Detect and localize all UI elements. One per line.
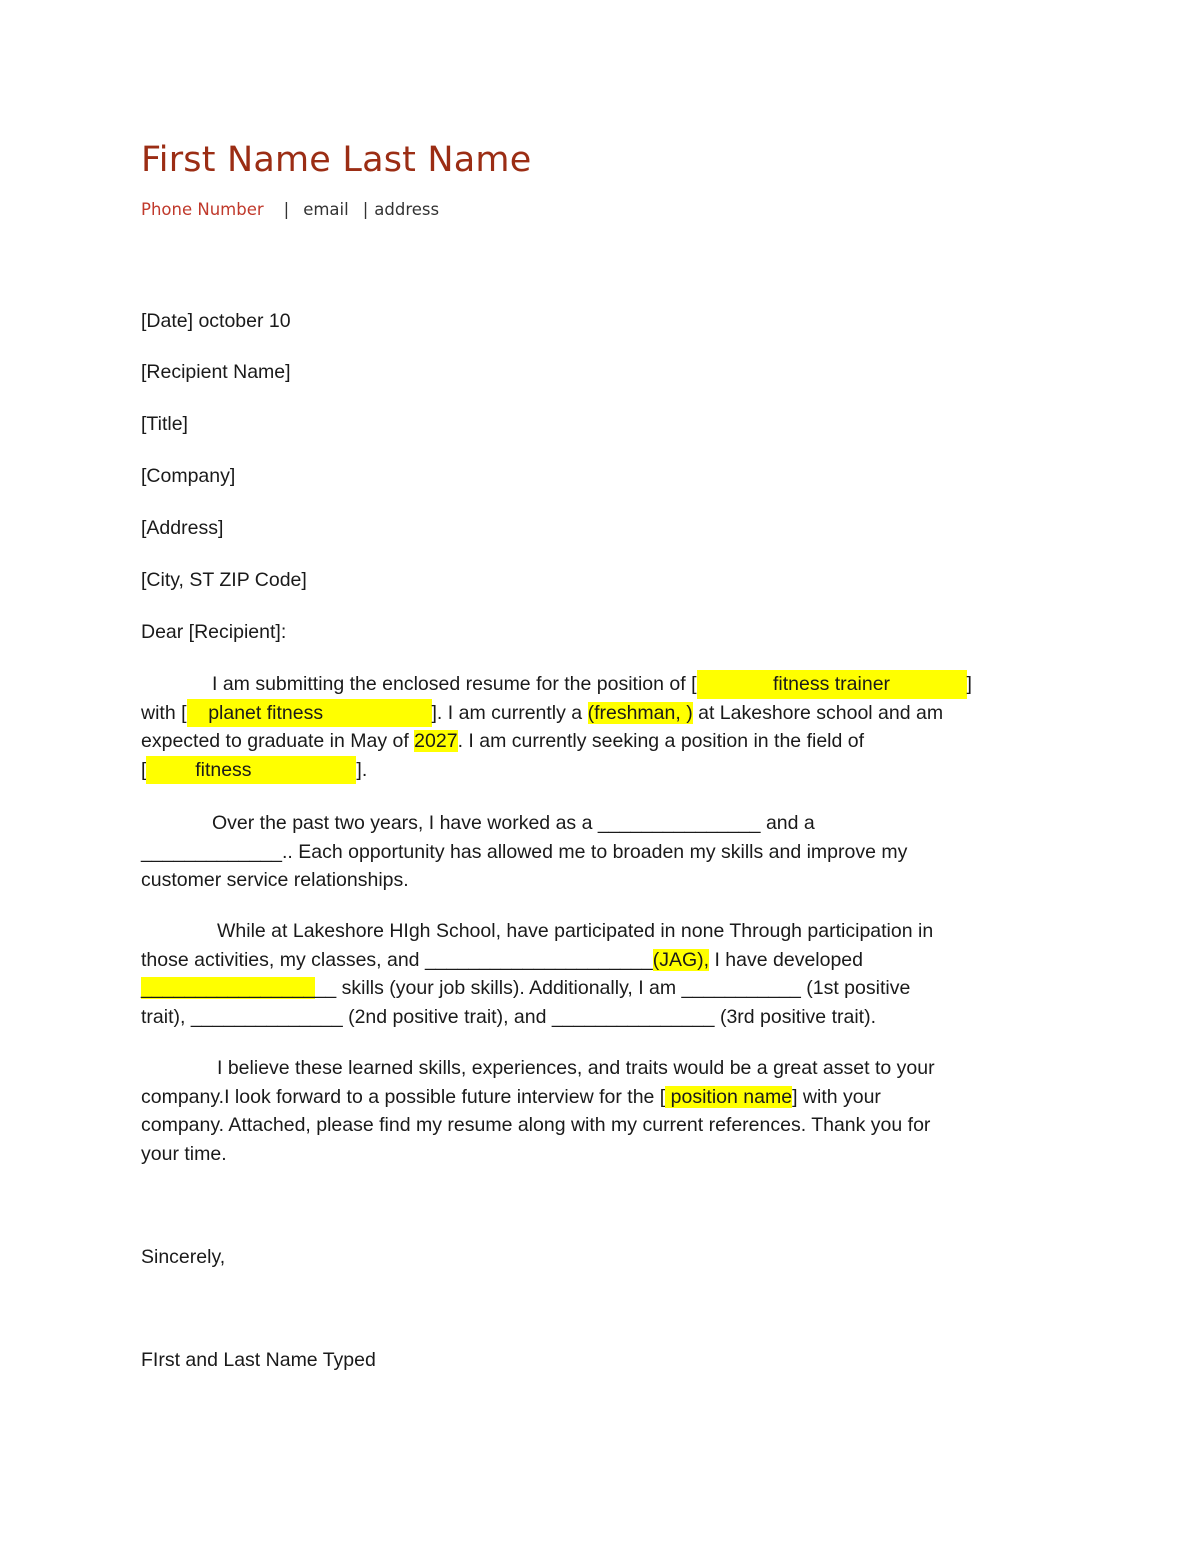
highlighted-position: fitness trainer — [697, 670, 967, 699]
paragraph-line: with [ planet fitness ]. I am currently a (freshman, ) at Lakeshore school and am — [141, 699, 1031, 728]
paragraph-line: _____________.. Each opportunity has allowed me to broaden my skills and improve my — [141, 840, 908, 863]
paragraph-line: [ fitness ]. — [141, 756, 1031, 785]
paragraph-3 — [141, 917, 1031, 1031]
salutation: Dear [Recipient]: — [141, 621, 287, 643]
paragraph-line: customer service relationships. — [141, 869, 409, 892]
highlighted-position-name: position name — [665, 1085, 793, 1108]
phone-number: Phone Number — [141, 200, 264, 219]
paragraph-line: trait), ______________ (2nd positive trait), and _______________ (3rd positive trait). — [141, 1005, 876, 1028]
paragraph-line: While at Lakeshore HIgh School, have participated in none Through participation in — [217, 920, 934, 942]
paragraph-line: company. Attached, please find my resume along with my current references. Thank you for — [141, 1114, 931, 1137]
recipient-city: [City, ST ZIP Code] — [141, 569, 307, 591]
recipient-title: [Title] — [141, 413, 188, 435]
paragraph-2 — [141, 809, 1031, 895]
address: address — [374, 200, 440, 219]
paragraph-line: those activities, my classes, and _____________________(JAG), I have developed — [141, 948, 863, 971]
paragraph-line: expected to graduate in May of 2027. I am currently seeking a position in the field of — [141, 730, 865, 753]
date-line: [Date] october 10 — [141, 310, 291, 332]
paragraph-line: I am submitting the enclosed resume for the position of [ fitness trainer ] — [141, 670, 1031, 699]
paragraph-1 — [141, 670, 1031, 784]
recipient-company: [Company] — [141, 465, 236, 487]
paragraph-line: Over the past two years, I have worked as a _______________ and a — [212, 812, 815, 834]
paragraph-line: I believe these learned skills, experiences, and traits would be a great asset to your — [217, 1057, 935, 1079]
highlighted-program: (JAG), — [652, 948, 710, 971]
highlighted-company: planet fitness — [187, 699, 432, 728]
highlighted-year: 2027 — [414, 730, 458, 753]
paragraph-4 — [141, 1054, 1031, 1168]
paragraph-line: company.I look forward to a possible future interview for the [ position name] with your — [141, 1085, 881, 1108]
closing-sincerely: Sincerely, — [141, 1246, 226, 1268]
recipient-address: [Address] — [141, 517, 224, 539]
email: email — [303, 200, 349, 219]
contact-line — [141, 200, 439, 219]
highlighted-field: fitness — [146, 756, 356, 785]
highlighted-grade: (freshman, ) — [587, 701, 693, 724]
typed-name: FIrst and Last Name Typed — [141, 1349, 376, 1371]
separator: | — [362, 200, 369, 219]
sender-name: First Name Last Name — [141, 140, 532, 180]
recipient-name: [Recipient Name] — [141, 361, 291, 383]
paragraph-line: __________________ skills (your job skills). Additionally, I am ___________ (1st positive — [141, 977, 911, 1000]
highlighted-blank: ________________ — [141, 977, 315, 1000]
separator: | — [283, 200, 290, 219]
paragraph-line: your time. — [141, 1142, 227, 1165]
